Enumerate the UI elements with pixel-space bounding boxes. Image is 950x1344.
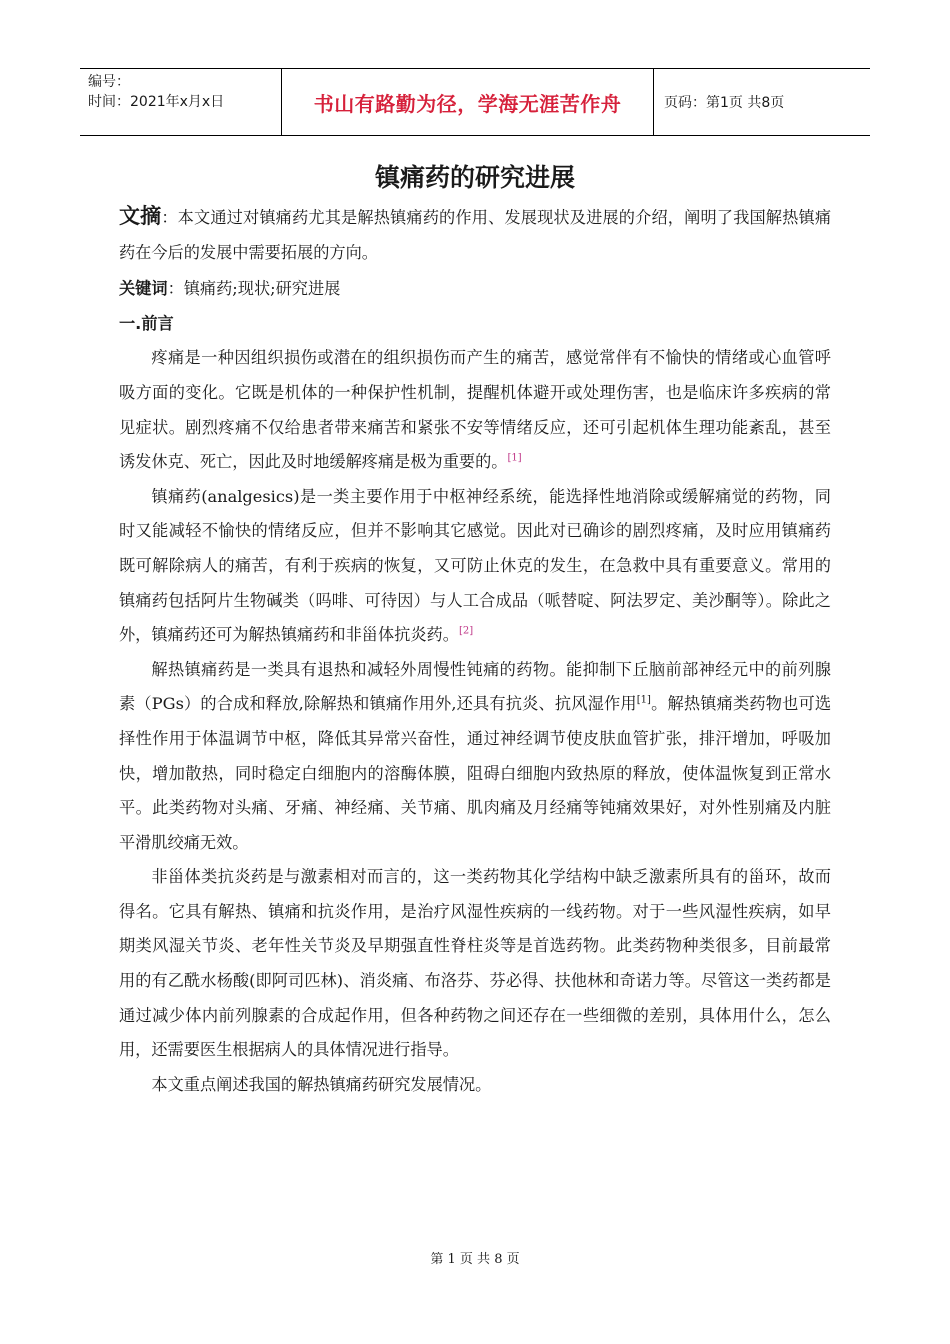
document-time: 时间：2021年x月x日	[88, 94, 225, 110]
keywords-text: ：镇痛药;现状;研究进展	[167, 279, 341, 299]
keywords	[119, 272, 831, 307]
paragraph-1-text: 疼痛是一种因组织损伤或潜在的组织损伤而产生的痛苦，感觉常伴有不愉快的情绪或心血管呼吸方面的变化。它既是机体的一种保护性机制，提醒机体避开或处理伤害，也是临床许多疾病的常见症状。剧烈疼痛不仅给患者带来痛苦和紧张不安等情绪反应，还可引起机体生理功能紊乱，甚至诱发休克、死亡，因此及时地缓解疼痛是极为重要的。	[119, 348, 831, 472]
citation-ref[interactable]: [2]	[458, 625, 474, 637]
header-meta	[80, 69, 282, 135]
section-heading-intro: 一.前言	[119, 313, 174, 333]
header-motto: 书山有路勤为径，学海无涯苦作舟	[282, 69, 654, 135]
paragraph-2	[119, 480, 831, 653]
paragraph-4: 非甾体类抗炎药是与激素相对而言的，这一类药物其化学结构中缺乏激素所具有的甾环，故而得名。它具有解热、镇痛和抗炎作用，是治疗风湿性疾病的一线药物。对于一些风湿性疾病，如早期类风湿关节炎、老年性关节炎及早期强直性脊柱炎等是首选药物。此类药物种类很多，目前最常用的有乙酰水杨酸(即阿司匹林)、消炎痛、布洛芬、芬必得、扶他林和奇诺力等。尽管这一类药都是通过减少体内前列腺素的合成起作用，但各种药物之间还存在一些细微的差别，具体用什么，怎么用，还需要医生根据病人的具体情况进行指导。	[119, 867, 831, 1060]
citation-ref[interactable]: [1]	[636, 694, 651, 706]
header-page-info: 页码：第1页 共8页	[664, 95, 785, 111]
document-body	[119, 199, 831, 1102]
abstract-label: 文摘	[119, 204, 162, 228]
paragraph-1	[119, 341, 831, 479]
paragraph-5: 本文重点阐述我国的解热镇痛药研究发展情况。	[151, 1074, 492, 1094]
paragraph-3	[119, 653, 831, 861]
paragraph-3-text-a: 解热镇痛药是一类具有退热和减轻外周慢性钝痛的药物。能抑制下丘脑前部神经元中的前列腺素（PGs）的合成和释放,除解热和镇痛作用外,还具有抗炎、抗风湿作用	[119, 659, 831, 714]
paragraph-3-text-b: 。解热镇痛类药物也可选择性作用于体温调节中枢，降低其异常兴奋性，通过神经调节使皮肤血管扩张，排汗增加，呼吸加快，增加散热，同时稳定白细胞内的溶酶体膜，阻碍白细胞内致热原的释放，使体温恢复到正常水平。此类药物对头痛、牙痛、神经痛、关节痛、肌肉痛及月经痛等钝痛效果好，对外性别痛及内脏平滑肌绞痛无效。	[119, 694, 832, 852]
paragraph-2-text: 镇痛药(analgesics)是一类主要作用于中枢神经系统，能选择性地消除或缓解痛觉的药物，同时又能减轻不愉快的情绪反应，但并不影响其它感觉。因此对已确诊的剧烈疼痛，及时应用镇痛药既可解除病人的痛苦，有利于疾病的恢复，又可防止休克的发生，在急救中具有重要意义。常用的镇痛药包括阿片生物碱类（吗啡、可待因）与人工合成品（哌替啶、阿法罗定、美沙酮等）。除此之外，镇痛药还可为解热镇痛药和非甾体抗炎药。	[119, 486, 831, 645]
abstract-text: ：本文通过对镇痛药尤其是解热镇痛药的作用、发展现状及进展的介绍，阐明了我国解热镇痛药在今后的发展中需要拓展的方向。	[119, 208, 832, 262]
page-header	[80, 68, 870, 136]
abstract	[119, 199, 831, 270]
document-title: 镇痛药的研究进展	[374, 163, 575, 192]
citation-ref[interactable]: [1]	[507, 452, 522, 464]
page-footer: 第 1 页 共 8 页	[430, 1252, 520, 1267]
document-number-label: 编号：	[88, 74, 130, 90]
keywords-label: 关键词	[119, 279, 168, 299]
